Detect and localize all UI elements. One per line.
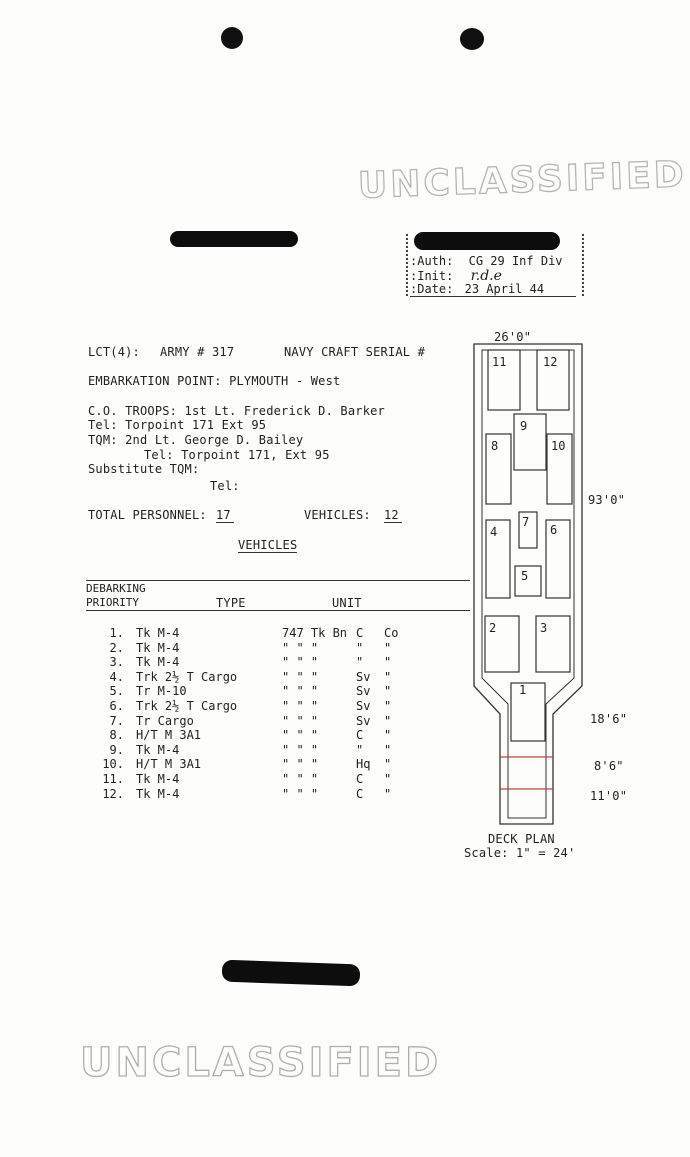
auth-value: CG 29 Inf Div bbox=[468, 254, 563, 268]
vehicle-company: Sv bbox=[356, 699, 371, 713]
vehicle-company: Hq bbox=[356, 757, 371, 771]
punch-hole-right bbox=[460, 28, 484, 50]
vehicle-type: Trk 2½ T Cargo bbox=[136, 699, 238, 713]
slot-label-4: 4 bbox=[490, 525, 498, 539]
slot-label-6: 6 bbox=[550, 523, 558, 537]
vehicle-priority: 2. bbox=[109, 641, 124, 655]
slot-3 bbox=[536, 616, 570, 672]
vehicle-subunit: " bbox=[384, 655, 392, 669]
vehicle-priority: 8. bbox=[109, 728, 124, 742]
priority-header: PRIORITY bbox=[86, 596, 139, 609]
navy-serial-label: NAVY CRAFT SERIAL # bbox=[284, 345, 426, 359]
total-personnel-value: 17 bbox=[216, 508, 234, 523]
vehicle-priority: 1. bbox=[109, 626, 124, 640]
vehicle-subunit: " bbox=[384, 743, 392, 757]
slot-4 bbox=[486, 520, 510, 598]
init-value: r.d.e bbox=[470, 268, 502, 284]
co-troops: C.O. TROOPS: 1st Lt. Frederick D. Barker bbox=[88, 404, 385, 418]
vehicle-type: Tr M-10 bbox=[136, 684, 187, 698]
dimension-label-mid: 8'6" bbox=[594, 759, 624, 773]
vehicle-type: Tr Cargo bbox=[136, 714, 194, 728]
vehicle-subunit: " bbox=[384, 787, 392, 801]
vehicle-company: Sv bbox=[356, 714, 371, 728]
auth-line bbox=[410, 254, 563, 268]
slot-label-10: 10 bbox=[551, 439, 566, 453]
classification-stamp-bottom: UNCLASSIFIED bbox=[80, 1040, 442, 1086]
tqm-line: TQM: 2nd Lt. George D. Bailey bbox=[88, 433, 304, 447]
vehicle-type: Tk M-4 bbox=[136, 641, 180, 655]
vehicle-subunit: " bbox=[384, 728, 392, 742]
deck-plan-title: DECK PLAN bbox=[488, 832, 555, 846]
slot-7 bbox=[519, 512, 537, 548]
vehicle-unit: " " " bbox=[282, 670, 319, 684]
slot-label-8: 8 bbox=[491, 439, 499, 453]
vehicle-subunit: " bbox=[384, 772, 392, 786]
vehicle-type: Tk M-4 bbox=[136, 626, 180, 640]
slot-label-3: 3 bbox=[540, 621, 548, 635]
vehicle-subunit: " bbox=[384, 699, 392, 713]
vehicle-priority: 3. bbox=[109, 655, 124, 669]
slot-label-9: 9 bbox=[520, 419, 528, 433]
slot-1 bbox=[511, 683, 545, 741]
vehicles-section-title: VEHICLES bbox=[238, 538, 298, 552]
vehicle-priority: 4. bbox=[109, 670, 124, 684]
vehicles-count-label: VEHICLES: bbox=[304, 508, 371, 522]
vehicle-company: C bbox=[356, 787, 364, 801]
embarkation-point: EMBARKATION POINT: PLYMOUTH - West bbox=[88, 374, 341, 388]
substitute-tqm: Substitute TQM: bbox=[88, 462, 200, 476]
hull-inner-outline bbox=[482, 350, 574, 818]
vehicle-company: C bbox=[356, 626, 364, 640]
vehicle-priority: 11. bbox=[102, 772, 124, 786]
init-label: :Init: bbox=[410, 269, 454, 283]
vehicle-subunit: " bbox=[384, 757, 392, 771]
vehicle-unit: " " " bbox=[282, 655, 319, 669]
slot-5 bbox=[515, 566, 541, 596]
vehicle-priority: 12. bbox=[102, 787, 124, 801]
vehicle-unit: " " " bbox=[282, 684, 319, 698]
slot-6 bbox=[546, 520, 570, 598]
vehicle-company: " bbox=[356, 655, 364, 669]
vehicle-company: Sv bbox=[356, 670, 371, 684]
lct-label: LCT(4): bbox=[88, 345, 140, 359]
co-telephone: Tel: Torpoint 171 Ext 95 bbox=[88, 418, 267, 432]
slot-label-5: 5 bbox=[521, 569, 529, 583]
vehicle-priority: 7. bbox=[109, 714, 124, 728]
vehicle-unit: " " " bbox=[282, 728, 319, 742]
slot-12 bbox=[537, 350, 569, 410]
slot-label-1: 1 bbox=[519, 683, 527, 697]
vehicle-company: " bbox=[356, 743, 364, 757]
slot-label-2: 2 bbox=[489, 621, 497, 635]
slot-11 bbox=[488, 350, 520, 410]
vehicle-subunit: " bbox=[384, 714, 392, 728]
table-rule-bottom bbox=[86, 610, 470, 611]
slot-10 bbox=[547, 434, 572, 504]
vehicle-subunit: " bbox=[384, 670, 392, 684]
date-line bbox=[410, 282, 576, 297]
vehicle-company: C bbox=[356, 728, 364, 742]
vehicle-unit: " " " bbox=[282, 787, 319, 801]
vehicle-unit: " " " bbox=[282, 714, 319, 728]
vehicle-type: Tk M-4 bbox=[136, 655, 180, 669]
dimension-label-ramp: 18'6" bbox=[590, 712, 628, 726]
vehicle-company: C bbox=[356, 772, 364, 786]
date-label: :Date: bbox=[410, 282, 454, 296]
hull-outline bbox=[474, 344, 582, 824]
vehicle-type: Trk 2½ T Cargo bbox=[136, 670, 238, 684]
vehicles-count-value: 12 bbox=[384, 508, 402, 523]
slot-9 bbox=[514, 414, 546, 470]
date-value: 23 April 44 bbox=[464, 282, 545, 296]
unit-header: UNIT bbox=[332, 596, 362, 610]
auth-label: :Auth: bbox=[410, 254, 454, 268]
vehicle-subunit: " bbox=[384, 684, 392, 698]
vehicle-unit: " " " bbox=[282, 743, 319, 757]
vehicle-type: H/T M 3A1 bbox=[136, 728, 202, 742]
vehicle-subunit: Co bbox=[384, 626, 399, 640]
vehicle-type: Tk M-4 bbox=[136, 772, 180, 786]
deck-plan-scale: Scale: 1" = 24' bbox=[464, 846, 576, 860]
deck-length-label: 93'0" bbox=[588, 493, 626, 507]
tqm-telephone: Tel: Torpoint 171, Ext 95 bbox=[144, 448, 330, 462]
slot-8 bbox=[486, 434, 511, 504]
vehicle-priority: 5. bbox=[109, 684, 124, 698]
vehicle-unit: 747 Tk Bn bbox=[282, 626, 348, 640]
vehicle-unit: " " " bbox=[282, 757, 319, 771]
substitute-telephone: Tel: bbox=[210, 479, 240, 493]
army-number: ARMY # 317 bbox=[160, 345, 235, 359]
slot-label-12: 12 bbox=[543, 355, 558, 369]
vehicle-unit: " " " bbox=[282, 641, 319, 655]
debarking-header: DEBARKING bbox=[86, 582, 146, 595]
vehicle-type: Tk M-4 bbox=[136, 743, 180, 757]
redaction-bar bbox=[170, 231, 298, 247]
slot-2 bbox=[485, 616, 519, 672]
deck-width-label: 26'0" bbox=[494, 330, 532, 344]
slot-label-11: 11 bbox=[492, 355, 507, 369]
vehicle-unit: " " " bbox=[282, 772, 319, 786]
slot-label-7: 7 bbox=[522, 515, 530, 529]
table-rule-top bbox=[86, 580, 470, 581]
dimension-label-end: 11'0" bbox=[590, 789, 628, 803]
vehicle-subunit: " bbox=[384, 641, 392, 655]
total-personnel-label: TOTAL PERSONNEL: bbox=[88, 508, 207, 522]
vehicle-company: Sv bbox=[356, 684, 371, 698]
type-header: TYPE bbox=[216, 596, 246, 610]
vehicle-priority: 6. bbox=[109, 699, 124, 713]
vehicle-priority: 10. bbox=[102, 757, 124, 771]
vehicle-unit: " " " bbox=[282, 699, 319, 713]
vehicle-type: H/T M 3A1 bbox=[136, 757, 202, 771]
punch-hole-left bbox=[221, 27, 243, 49]
vehicle-type: Tk M-4 bbox=[136, 787, 180, 801]
vehicle-priority: 9. bbox=[109, 743, 124, 757]
classification-stamp-top: UNCLASSIFIED bbox=[357, 154, 688, 207]
vehicle-company: " bbox=[356, 641, 364, 655]
redaction-bar bbox=[222, 960, 361, 987]
